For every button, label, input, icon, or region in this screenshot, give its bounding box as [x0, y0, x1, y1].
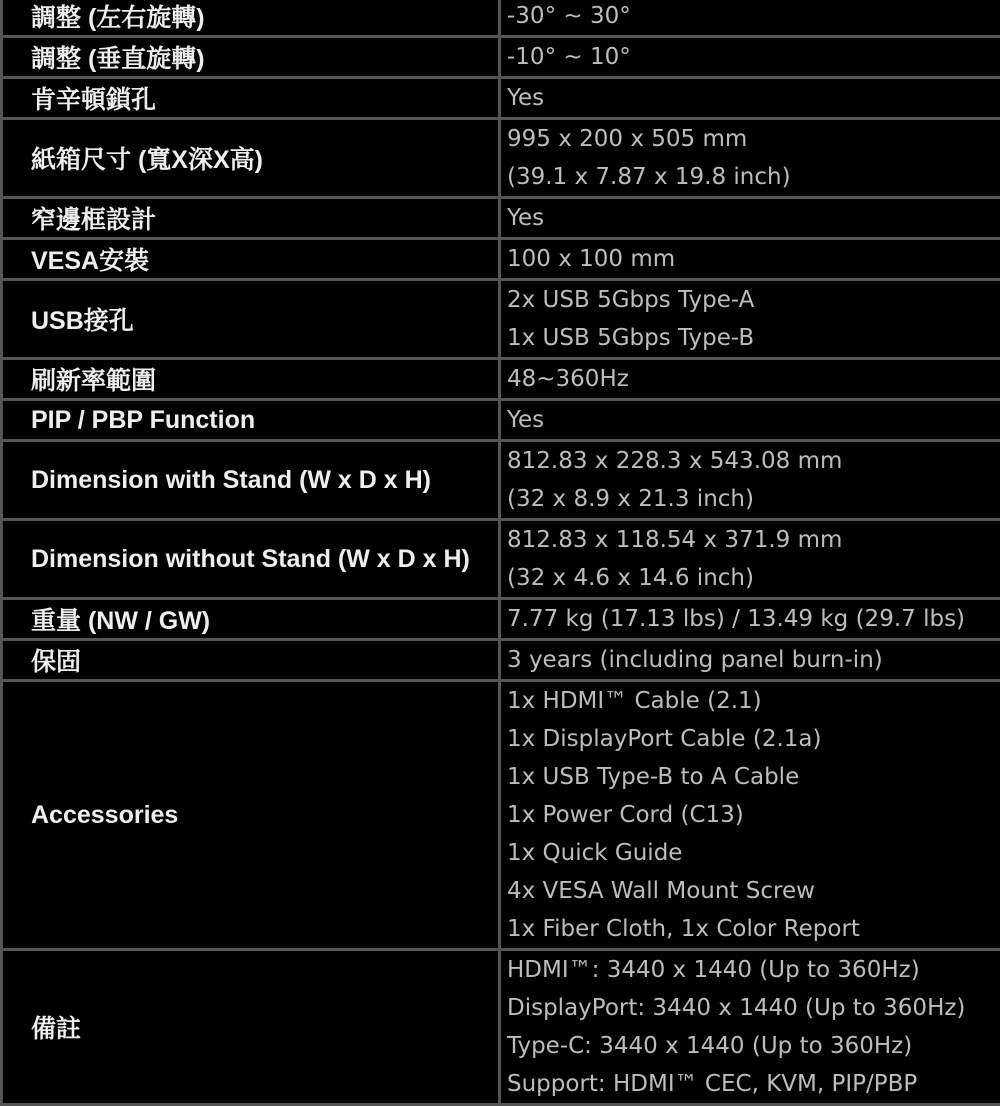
spec-value-line: 7.77 kg (17.13 lbs) / 13.49 kg (29.7 lbs): [507, 600, 1000, 638]
spec-value-line: 3 years (including panel burn-in): [507, 641, 1000, 679]
spec-label: 保固: [2, 640, 500, 681]
spec-value-line: Support: HDMI™ CEC, KVM, PIP/PBP: [507, 1065, 1000, 1103]
spec-value-line: Yes: [507, 401, 1000, 439]
spec-label: Dimension with Stand (W x D x H): [2, 441, 500, 520]
spec-value-line: (39.1 x 7.87 x 19.8 inch): [507, 158, 1000, 196]
spec-value-line: 1x Power Cord (C13): [507, 796, 1000, 834]
spec-label: 備註: [2, 950, 500, 1105]
spec-row: [2, 950, 1000, 1105]
spec-value-line: 1x Quick Guide: [507, 834, 1000, 872]
spec-value-cell: [500, 37, 1000, 78]
spec-value-cell: [500, 78, 1000, 119]
spec-value-cell: [500, 640, 1000, 681]
spec-value-line: DisplayPort: 3440 x 1440 (Up to 360Hz): [507, 989, 1000, 1027]
spec-row: [2, 400, 1000, 441]
spec-row: [2, 78, 1000, 119]
spec-value-line: -10° ~ 10°: [507, 38, 1000, 76]
spec-value-line: 1x USB Type-B to A Cable: [507, 758, 1000, 796]
spec-row: [2, 640, 1000, 681]
spec-row: [2, 198, 1000, 239]
spec-row: [2, 37, 1000, 78]
spec-label: 肯辛頓鎖孔: [2, 78, 500, 119]
spec-value-line: 995 x 200 x 505 mm: [507, 120, 1000, 158]
spec-value-line: (32 x 8.9 x 21.3 inch): [507, 480, 1000, 518]
spec-label: PIP / PBP Function: [2, 400, 500, 441]
spec-value-line: 1x Fiber Cloth, 1x Color Report: [507, 910, 1000, 948]
spec-value-cell: [500, 520, 1000, 599]
spec-value-cell: [500, 198, 1000, 239]
spec-value-cell: [500, 441, 1000, 520]
spec-value-line: -30° ~ 30°: [507, 0, 1000, 35]
spec-row: [2, 0, 1000, 37]
spec-value-line: (32 x 4.6 x 14.6 inch): [507, 559, 1000, 597]
spec-value-cell: [500, 0, 1000, 37]
spec-value-line: 1x DisplayPort Cable (2.1a): [507, 720, 1000, 758]
spec-label: 紙箱尺寸 (寬X深X高): [2, 119, 500, 198]
spec-label: 重量 (NW / GW): [2, 599, 500, 640]
spec-row: [2, 239, 1000, 280]
spec-row: [2, 280, 1000, 359]
spec-value-cell: [500, 400, 1000, 441]
spec-value-cell: [500, 119, 1000, 198]
spec-value-line: 1x USB 5Gbps Type-B: [507, 319, 1000, 357]
spec-label: USB接孔: [2, 280, 500, 359]
spec-row: [2, 520, 1000, 599]
spec-value-cell: [500, 681, 1000, 950]
spec-label: 調整 (垂直旋轉): [2, 37, 500, 78]
spec-label: Dimension without Stand (W x D x H): [2, 520, 500, 599]
spec-value-line: 4x VESA Wall Mount Screw: [507, 872, 1000, 910]
spec-value-line: 2x USB 5Gbps Type-A: [507, 281, 1000, 319]
spec-row: [2, 599, 1000, 640]
spec-value-line: Yes: [507, 199, 1000, 237]
spec-row: [2, 359, 1000, 400]
spec-value-cell: [500, 239, 1000, 280]
spec-value-line: 100 x 100 mm: [507, 240, 1000, 278]
spec-row: [2, 441, 1000, 520]
spec-value-line: 1x HDMI™ Cable (2.1): [507, 682, 1000, 720]
spec-table-body: [2, 0, 1000, 1105]
spec-value-cell: [500, 950, 1000, 1105]
spec-value-line: HDMI™: 3440 x 1440 (Up to 360Hz): [507, 951, 1000, 989]
spec-row: [2, 119, 1000, 198]
spec-value-cell: [500, 280, 1000, 359]
spec-value-cell: [500, 599, 1000, 640]
spec-value-line: Yes: [507, 79, 1000, 117]
spec-value-line: 812.83 x 118.54 x 371.9 mm: [507, 521, 1000, 559]
spec-label: Accessories: [2, 681, 500, 950]
spec-label: 刷新率範圍: [2, 359, 500, 400]
spec-label: 窄邊框設計: [2, 198, 500, 239]
spec-value-line: Type-C: 3440 x 1440 (Up to 360Hz): [507, 1027, 1000, 1065]
spec-value-cell: [500, 359, 1000, 400]
spec-value-line: 48~360Hz: [507, 360, 1000, 398]
spec-row: [2, 681, 1000, 950]
spec-value-line: 812.83 x 228.3 x 543.08 mm: [507, 442, 1000, 480]
spec-label: VESA安裝: [2, 239, 500, 280]
spec-label: 調整 (左右旋轉): [2, 0, 500, 37]
